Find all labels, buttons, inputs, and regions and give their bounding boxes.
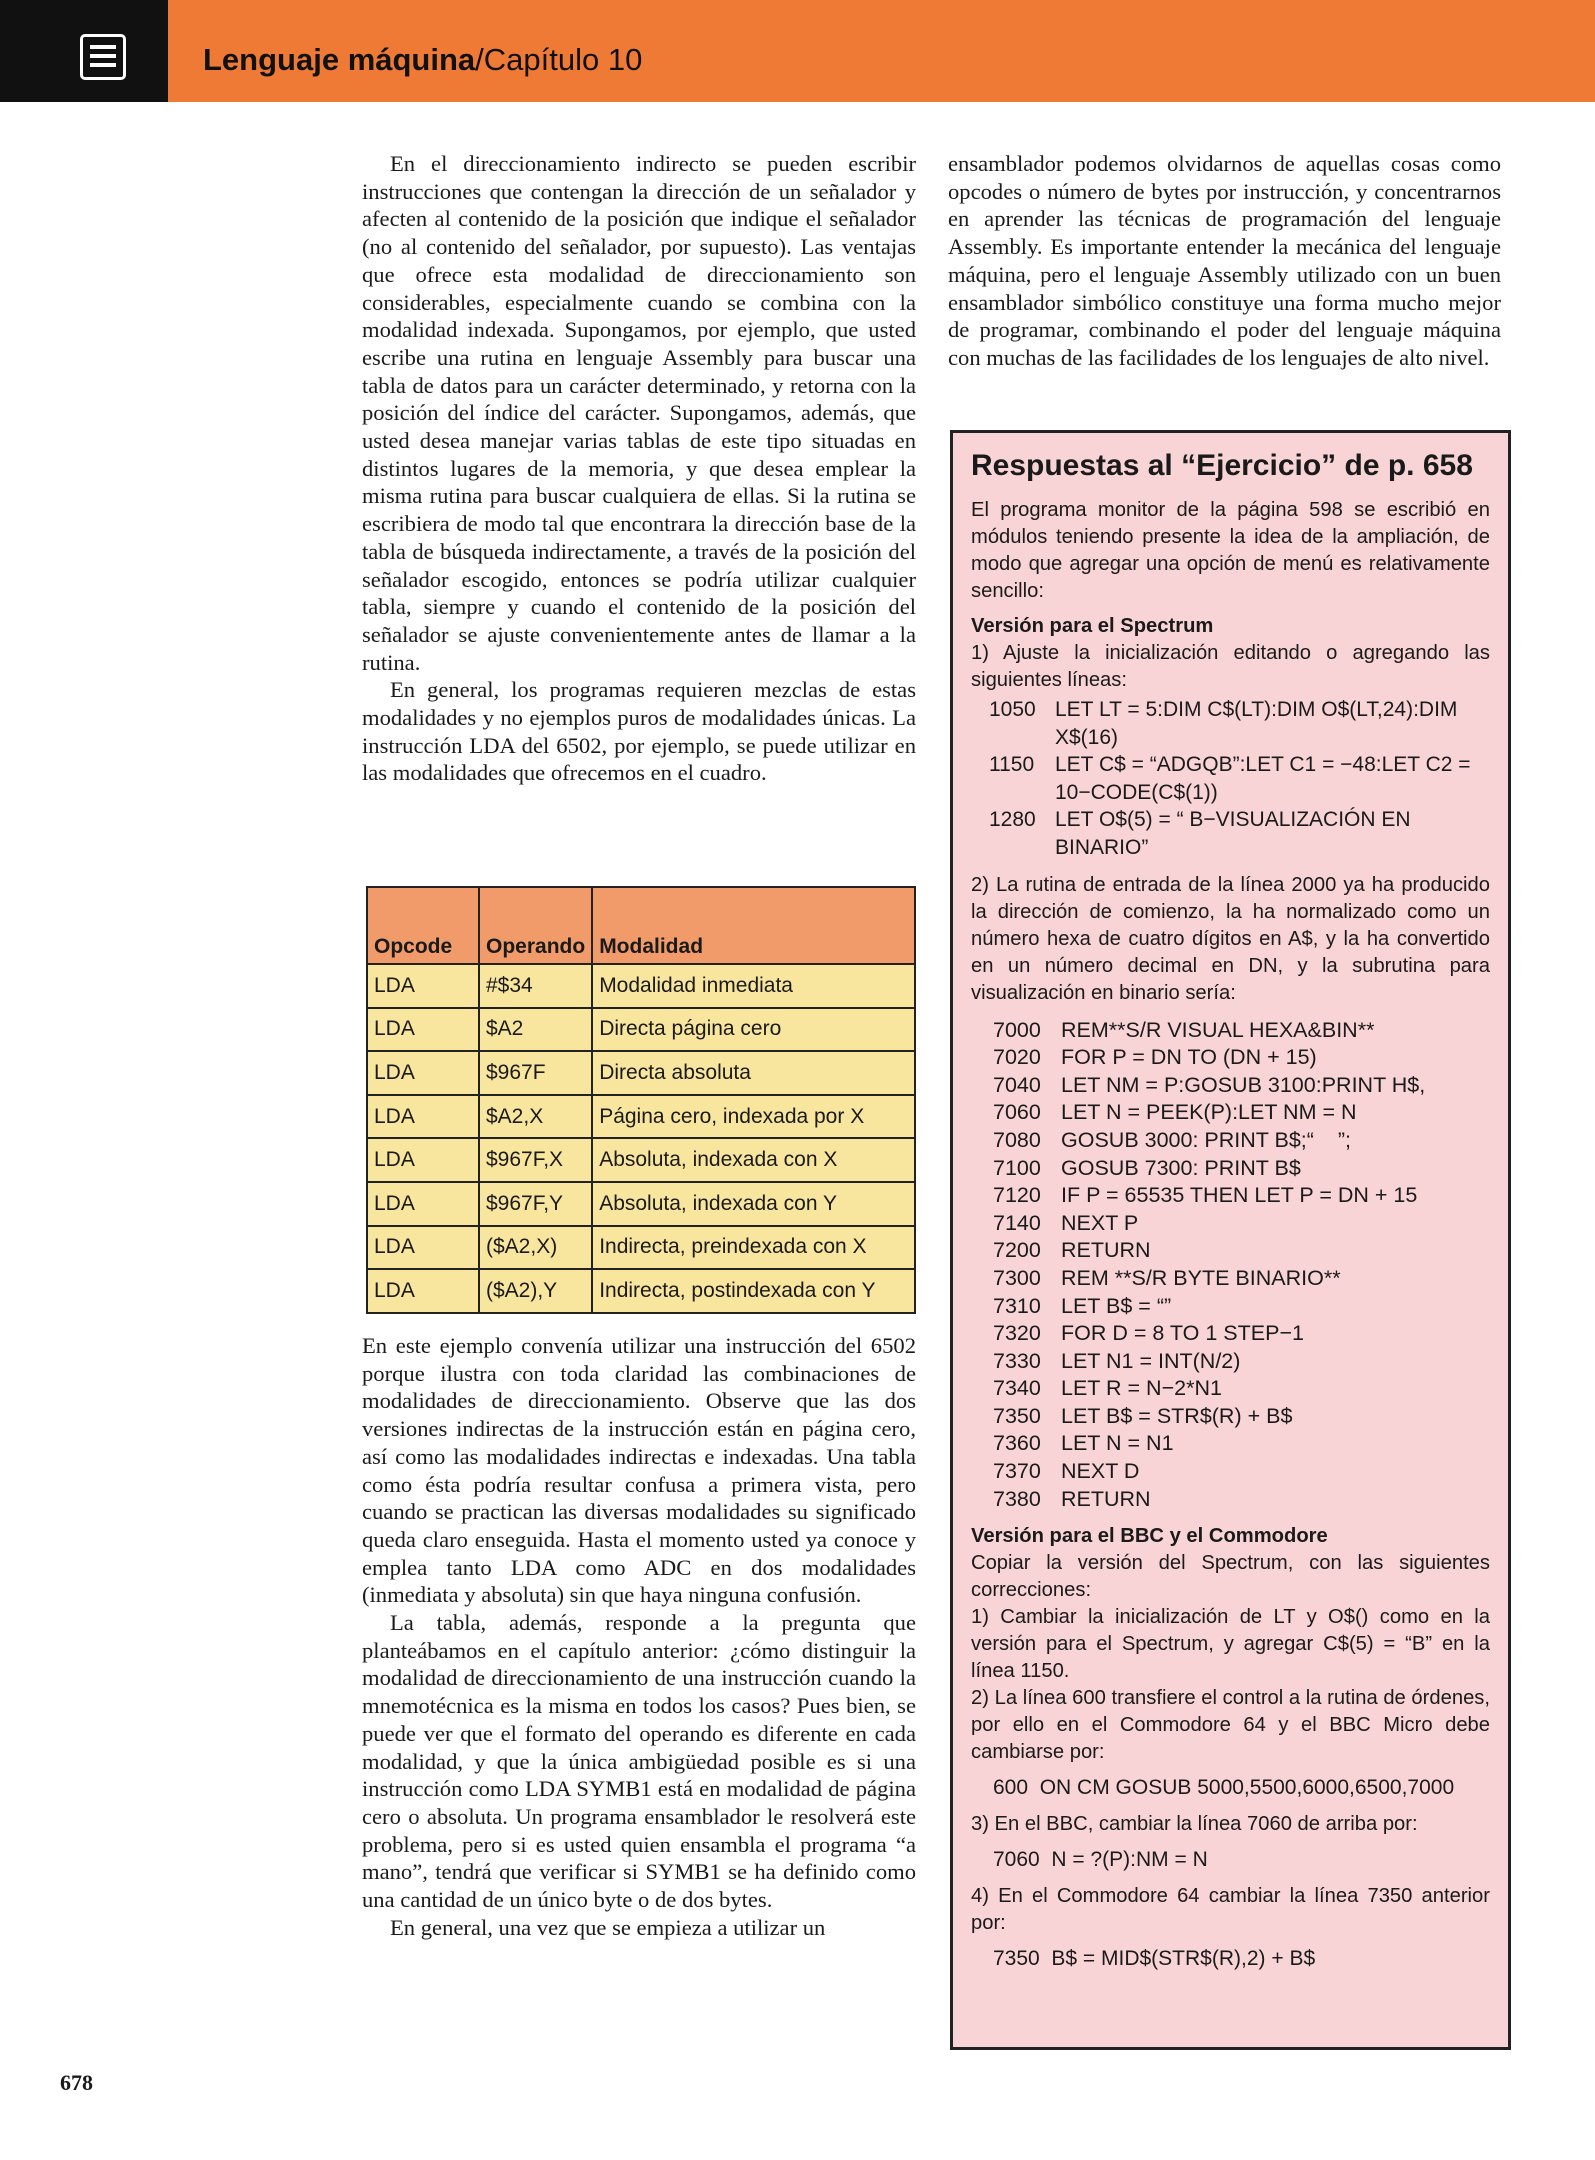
bbc-intro: Copiar la versión del Spectrum, con las siguientes correcciones: [971,1552,1490,1602]
paragraph: En el direccionamiento indirecto se pueden escribir instrucciones que contengan la dirección de un señalador y afecten al contenido de la posición que indique el señalador (no al contenido del señalador, por supuesto). Las ventajas que ofrece esta modalidad de direccionamiento son considerables, especialmente cuando se combina con la modalidad indexada. Supongamos, por ejemplo, que usted escribe una rutina en lenguaje Assembly para buscar una tabla de datos para un carácter determinado, y retorna con la posición del índice del carácter. Supongamos, además, que usted desea manejar varias tablas de este tipo situadas en distintos lugares de la memoria, y que desea emplear la misma rutina para buscar cualquiera de ellas. Si la rutina se escribiera de modo tal que encontrara la dirección base de la tabla de búsqueda indirectamente, a través de la posición del señalador escogido, entonces se podría utilizar cualquier tabla, siempre y cuando el contenido de la posición del señalador se ajuste convenientemente antes de llamar a la rutina. [362,151,916,675]
cell-mode: Absoluta, indexada con X [592,1138,915,1182]
code-line-number: 7300 [993,1265,1041,1290]
table-row [367,1051,915,1095]
cell-mode: Directa absoluta [592,1051,915,1095]
code-line-number: 7060 [993,1100,1041,1125]
bbc-code-2: 600 ON CM GOSUB 5000,5500,6000,6500,7000 [993,1776,1455,1800]
code-line-number: 1050 [989,698,1036,721]
code-line-number: 7080 [993,1127,1041,1152]
cell-operand: ($A2),Y [479,1269,592,1313]
box-title: Respuestas al “Ejercicio” de p. 658 [971,449,1473,482]
table-row [367,1269,915,1313]
table-row [367,1182,915,1226]
cell-mode: Indirecta, preindexada con X [592,1226,915,1270]
cell-mode: Indirecta, postindexada con Y [592,1269,915,1313]
header-operand: Operando [479,887,592,964]
paragraph: ensamblador podemos olvidarnos de aquellas cosas como opcodes o número de bytes por instrucción, y concentrarnos en aprender las técnicas de programación del lenguaje Assembly. Es importante entender la mecánica del lenguaje máquina, pero el lenguaje Assembly utilizado con un buen ensamblador simbólico constituye una forma mucho mejor de programar, combinando el poder del lenguaje máquina con muchas de las facilidades de los lenguajes de alto nivel. [948,151,1501,370]
cell-opcode: LDA [367,1138,479,1182]
code-line-number: 7120 [993,1183,1041,1208]
bbc-step-3: 3) En el BBC, cambiar la línea 7060 de arriba por: [971,1813,1418,1836]
cell-operand: $967F [479,1051,592,1095]
spectrum-step-1: 1) Ajuste la inicialización editando o agregando las siguientes líneas: [971,642,1490,691]
code-line-text: RETURN [1061,1486,1151,1511]
cell-mode: Página cero, indexada por X [592,1095,915,1139]
right-column-top [948,150,1501,372]
header-opcode: Opcode [367,887,479,964]
cell-mode: Absoluta, indexada con Y [592,1182,915,1226]
code-line-number: 7020 [993,1045,1041,1070]
code-line-text: NEXT D [1061,1459,1140,1484]
code-line-text: GOSUB 3000: PRINT B$;“ ”; [1061,1127,1351,1152]
code-line-text: GOSUB 7300: PRINT B$ [1061,1155,1301,1180]
table-row [367,1226,915,1270]
header-bar [0,0,1595,102]
page-number: 678 [60,2070,93,2095]
code-line-text: RETURN [1061,1238,1151,1263]
code-line-text: LET N = PEEK(P):LET NM = N [1061,1100,1357,1125]
code-line-number: 7140 [993,1210,1041,1235]
table-header-row [367,887,915,964]
paragraph: En general, una vez que se empieza a utilizar un [390,1914,826,1940]
code-line-text: LET LT = 5:DIM C$(LT):DIM O$(LT,24):DIM X$(16) [1055,698,1458,749]
cell-opcode: LDA [367,964,479,1008]
cell-operand: $A2,X [479,1095,592,1139]
answers-box [950,430,1511,2050]
table-row [367,1008,915,1052]
code-line-number: 1150 [989,753,1035,777]
code-line-number: 7000 [993,1017,1041,1042]
code-line-number: 7380 [993,1486,1041,1511]
code-line-text: LET O$(5) = “ B−VISUALIZACIÓN EN BINARIO” [1055,808,1411,859]
code-line-number: 7320 [993,1321,1041,1346]
code-line-number: 7340 [993,1376,1041,1401]
cell-opcode: LDA [367,1182,479,1226]
code-line-text: IF P = 65535 THEN LET P = DN + 15 [1061,1183,1418,1208]
cell-opcode: LDA [367,1095,479,1139]
spectrum-code-2 [993,1017,1490,1514]
header-mode: Modalidad [592,887,915,964]
table-row [367,1138,915,1182]
spectrum-step-2: 2) La rutina de entrada de la línea 2000 ya ha producido la dirección de comienzo, la ha normalizado como un número hexa de cuatro dígitos en A$, y la ha convertido en un número decimal en DN, y la subrutina para visualización en binario sería: [971,873,1490,1004]
code-line-number: 7200 [993,1238,1041,1263]
cell-operand: $967F,X [479,1138,592,1182]
code-line-number: 7370 [993,1459,1041,1484]
bbc-code-4: 7350 B$ = MID$(STR$(R),2) + B$ [993,1947,1316,1971]
table-row [367,964,915,1008]
code-line-text: LET B$ = “” [1061,1293,1172,1318]
cell-operand: $967F,Y [479,1182,592,1226]
code-line-number: 7310 [993,1293,1041,1318]
cell-mode: Directa página cero [592,1008,915,1052]
chapter-title: Lenguaje máquina/Capítulo 10 [203,42,643,77]
code-line-text: REM **S/R BYTE BINARIO** [1061,1265,1341,1290]
bbc-step-2: 2) La línea 600 transfiere el control a la rutina de órdenes, por ello en el Commodore 64 y el BBC Micro debe cambiarse por: [971,1687,1490,1764]
addressing-modes-table [366,886,916,1314]
code-line-text: NEXT P [1061,1210,1139,1235]
bbc-step-1: 1) Cambiar la inicialización de LT y O$() como en la versión para el Spectrum, y agregar C$(5) = “B” en la línea 1150. [971,1606,1490,1683]
cell-opcode: LDA [367,1226,479,1270]
left-column-bottom [362,1332,916,1941]
code-line-number: 7330 [993,1348,1041,1373]
code-line-text: REM**S/R VISUAL HEXA&BIN** [1061,1017,1375,1042]
spectrum-code-1 [989,696,1490,862]
code-line-text: LET R = N−2*N1 [1061,1376,1222,1401]
cell-opcode: LDA [367,1051,479,1095]
code-line-number: 7040 [993,1072,1041,1097]
code-line-text: LET N1 = INT(N/2) [1061,1348,1241,1373]
spectrum-heading: Versión para el Spectrum [971,615,1214,637]
cell-operand: $A2 [479,1008,592,1052]
bbc-code-3: 7060 N = ?(P):NM = N [993,1848,1208,1872]
paragraph: La tabla, además, responde a la pregunta que planteábamos en el capítulo anterior: ¿cómo distinguir la modalidad de direccionamiento de una instrucción cuando la mnemotécnica es la misma en todos los casos? Pues bien, se puede ver que el formato del operando es diferente en cada modalidad, y que la única ambigüedad posible es si una instrucción como LDA SYMB1 está en modalidad de página cero o absoluta. Un programa ensamblador le resolverá este problema, pero si es usted quien ensambla el programa “a mano”, tendrá que verificar si SYMB1 se ha definido como una cantidad de un único byte o de dos bytes. [362,1610,916,1913]
code-line-number: 7360 [993,1431,1041,1456]
paragraph: En este ejemplo convenía utilizar una instrucción del 6502 porque ilustra con toda claridad las combinaciones de modalidades de direccionamiento. Observe que las dos versiones indirectas de la instrucción están en página cero, así como las modalidades indirectas e indexadas. Una tabla como ésta podría resultar confusa a primera vista, pero cuando se practican las diversas modalidades su significado queda claro enseguida. Hasta el momento usted ya conoce y emplea tanto LDA como ADC en dos modalidades (inmediata y absoluta) sin que haya ninguna confusión. [362,1333,916,1608]
cell-opcode: LDA [367,1269,479,1313]
bbc-heading: Versión para el BBC y el Commodore [971,1525,1328,1548]
paragraph: En general, los programas requieren mezclas de estas modalidades y no ejemplos puros de modalidades únicas. La instrucción LDA del 6502, por ejemplo, se puede utilizar en las modalidades que ofrecemos en el cuadro. [362,677,916,786]
code-line-number: 7100 [993,1155,1041,1180]
code-line-text: LET NM = P:GOSUB 3100:PRINT H$, [1061,1072,1426,1097]
computer-screen-icon [80,34,126,80]
code-line-text: LET B$ = STR$(R) + B$ [1061,1403,1293,1428]
cell-operand: ($A2,X) [479,1226,592,1270]
bbc-step-4: 4) En el Commodore 64 cambiar la línea 7350 anterior por: [971,1885,1490,1935]
code-line-text: FOR P = DN TO (DN + 15) [1061,1045,1317,1070]
code-line-text: FOR D = 8 TO 1 STEP−1 [1061,1321,1304,1346]
logo-box [0,0,168,102]
box-intro: El programa monitor de la página 598 se escribió en módulos teniendo presente la idea de la ampliación, de modo que agregar una opción de menú es relativamente sencillo: [971,499,1490,602]
cell-operand: #$34 [479,964,592,1008]
code-line-number: 1280 [989,808,1036,832]
code-line-number: 7350 [993,1403,1041,1428]
left-column-top [362,150,916,787]
code-line-text: LET C$ = “ADGQB”:LET C1 = −48:LET C2 = 10−CODE(C$(1)) [1055,753,1471,804]
code-line-text: LET N = N1 [1061,1431,1174,1456]
table-row [367,1095,915,1139]
cell-opcode: LDA [367,1008,479,1052]
cell-mode: Modalidad inmediata [592,964,915,1008]
